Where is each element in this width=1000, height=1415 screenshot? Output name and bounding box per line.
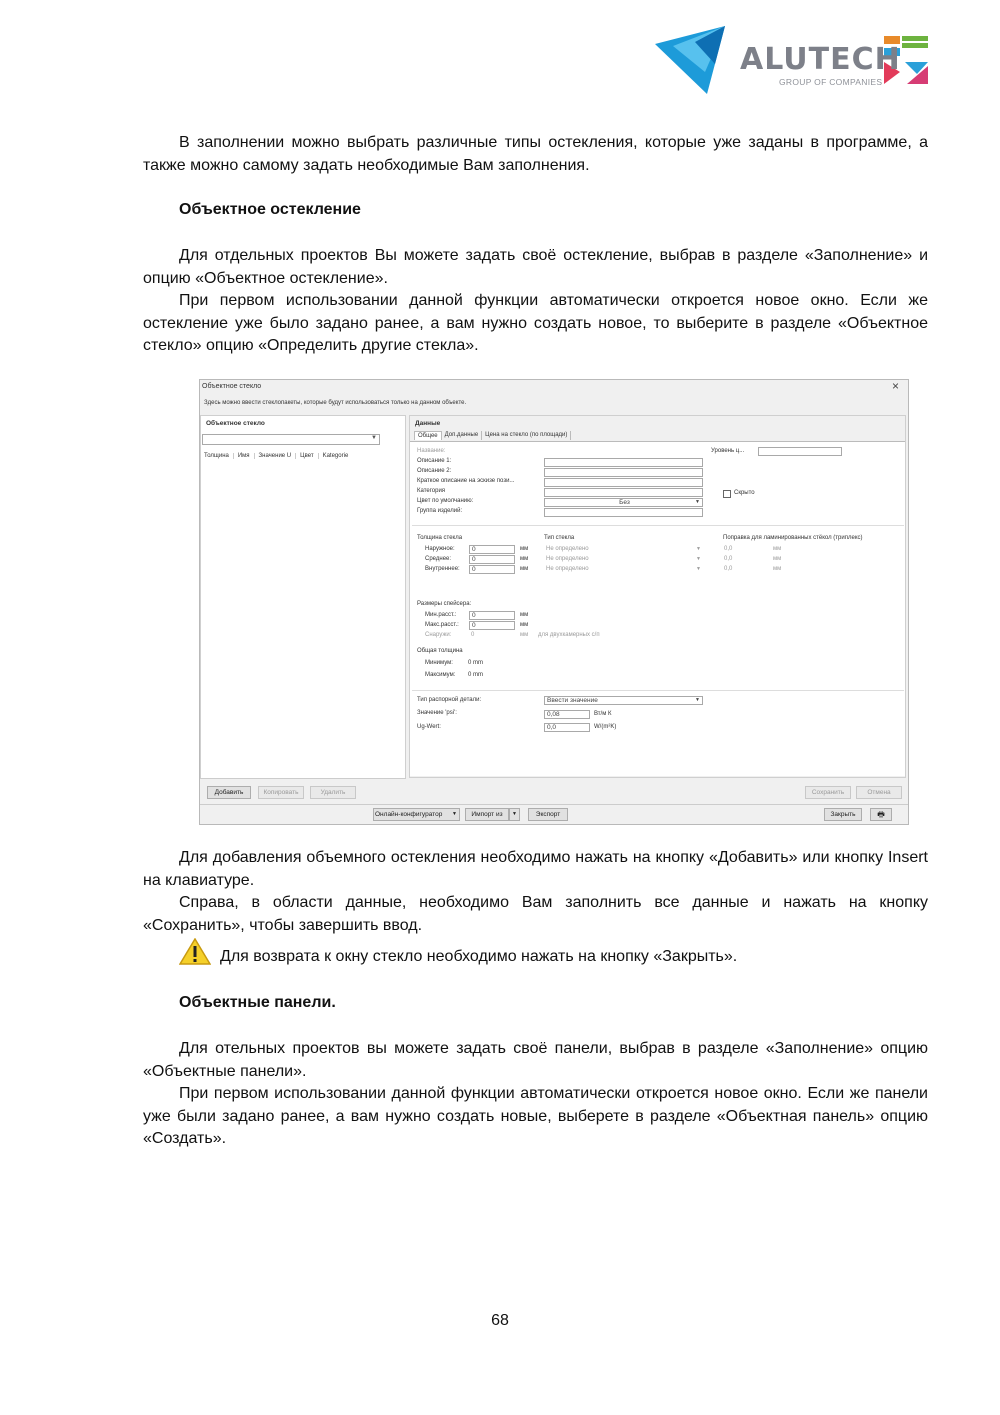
left-panel [200,415,406,803]
column-header[interactable]: Значение U [255,453,297,459]
outer-glass-type[interactable]: Не определено [546,546,589,552]
spacer-max-label: Макс.расст.: [425,622,459,628]
section1-paragraph-2: При первом использовании данной функции автоматически откроется новое окно. Если же остекление уже было задано ранее, а вам нужно создать новое, то выберите в разделе «Объектное стекло» опцию «Определить другие стекла». [143,292,928,355]
save-button[interactable]: Сохранить [805,786,851,799]
section2-paragraph-2: При первом использовании данной функции автоматически откроется новое окно. Если же панели уже были задано ранее, а вам нужно создать новые, выберете в разделе «Объектная панель» опцию «Создать». [143,1085,928,1148]
warning-text: Для возврата к окну стекло необходимо нажать на кнопку «Закрыть». [220,948,738,965]
copy-button[interactable]: Копировать [258,786,304,799]
chevron-down-icon: ▼ [371,435,377,441]
spacer-type-label: Тип распорной детали: [417,697,482,703]
psi-input[interactable]: 0,08 [544,710,590,719]
ug-unit: W/(m²K) [594,724,617,730]
unit-label: мм [520,556,529,562]
dialog-close-icon[interactable]: × [892,379,900,393]
unit-label: мм [520,622,529,628]
total-min-value: 0 mm [468,660,483,666]
chevron-down-icon: ▼ [696,566,701,572]
unit-label: мм [773,546,782,552]
name-label: Название: [417,448,446,454]
delete-button[interactable]: Удалить [310,786,356,799]
tab-general[interactable]: Общее [414,431,442,440]
product-group-label: Группа изделий: [417,508,463,514]
left-group-title: Объектное стекло [206,420,265,427]
spacer-note: для двухкамерных с/п [538,632,600,638]
spacer-max-input[interactable]: 0 [469,621,515,630]
default-color-label: Цвет по умолчанию: [417,498,474,504]
glass-table-header [204,453,352,459]
spacer-type-select[interactable] [544,696,703,705]
spacer-title: Размеры спейсера: [417,601,472,607]
add-button[interactable]: Добавить [207,786,251,799]
spacer-min-label: Мин.расст.: [425,612,457,618]
sketch-input[interactable] [544,478,703,487]
cancel-button[interactable]: Отмена [856,786,902,799]
spacer-type-value: Ввести значение [547,697,598,704]
unit-label: мм [520,632,529,638]
desc2-input[interactable] [544,468,703,477]
export-button[interactable]: Экспорт [528,808,568,821]
dialog-title: Объектное стекло [202,383,262,390]
inner-glass-type[interactable]: Не определено [546,566,589,572]
column-header[interactable]: Цвет [296,453,318,459]
print-icon[interactable]: 🖶 [870,808,892,821]
desc1-label: Описание 1: [417,458,452,464]
total-max-value: 0 mm [468,672,483,678]
after-paragraph-1: Для добавления объемного остекления необходимо нажать на кнопку «Добавить» или кнопку Insert на клавиатуре. [143,849,928,889]
section2-paragraph-1: Для отельных проектов вы можете задать своё панели, выбрав в разделе «Заполнение» опцию «Объектные панели». [143,1040,928,1080]
section-heading-glass: Объектное остекление [179,201,361,218]
logo-wordmark: ALUTECH [740,42,901,77]
import-dropdown-icon[interactable]: ▼ [509,808,520,821]
category-input[interactable] [544,488,703,497]
data-group-title: Данные [415,420,441,427]
section-heading-panels: Объектные панели. [179,994,336,1011]
psi-label: Значение 'psi': [417,710,457,716]
close-button[interactable]: Закрыть [824,808,862,821]
tab-extra-data[interactable]: Доп.данные [442,431,483,440]
online-configurator-label: Онлайн-конфигуратор [375,811,443,818]
spacer-min-input[interactable]: 0 [469,611,515,620]
page-number: 68 [491,1312,509,1329]
divider [412,525,904,526]
lamination-title: Поправка для ламинированных стёкол (триплекс) [723,535,863,541]
after-paragraph-2: Справа, в области данные, необходимо Вам заполнить все данные и нажать на кнопку «Сохранить», чтобы завершить ввод. [143,894,928,934]
inner-label: Внутреннее: [425,566,460,572]
ug-input[interactable]: 0,0 [544,723,590,732]
section1-paragraph-1: Для отдельных проектов Вы можете задать своё остекление, выбрав в разделе «Заполнение» и опцию «Объектное остекление». [143,247,928,287]
product-group-input[interactable] [544,508,703,517]
column-header[interactable]: Толщина [204,453,234,459]
desc1-input[interactable] [544,458,703,467]
warning-icon [179,938,211,971]
unit-label: мм [773,556,782,562]
thickness-title: Толщина стекла [417,535,463,541]
chevron-down-icon: ▼ [452,811,457,817]
total-min-label: Минимум: [425,660,453,666]
chevron-down-icon: ▼ [696,556,701,562]
tab-glass-price[interactable]: Цена на стекло (по площади) [482,431,571,440]
unit-label: мм [773,566,782,572]
level-label: Уровень ц... [711,448,745,454]
outer-thickness-input[interactable]: 0 [469,545,515,554]
unit-label: мм [520,612,529,618]
chevron-down-icon: ▼ [696,546,701,552]
level-input[interactable] [758,447,842,456]
dialog-description: Здесь можно ввести стеклопакеты, которые будут использоваться только на данном объекте. [204,400,467,406]
data-tabs [414,431,571,440]
chevron-down-icon: ▼ [695,697,700,703]
middle-thickness-input[interactable]: 0 [469,555,515,564]
inner-correction[interactable]: 0,0 [724,566,733,572]
unit-label: мм [520,566,529,572]
divider [412,690,904,691]
column-header[interactable]: Kategorie [322,453,349,459]
spacer-out-label: Снаружи: [425,632,452,638]
spacer-out-value[interactable]: 0 [471,632,475,638]
hidden-checkbox[interactable] [723,490,731,498]
outer-correction[interactable]: 0,0 [724,546,733,552]
object-glass-select[interactable] [202,434,380,445]
object-glass-dialog [199,379,909,825]
inner-thickness-input[interactable]: 0 [469,565,515,574]
psi-unit: Вт/м К [594,711,612,717]
default-color-select[interactable] [544,498,703,507]
unit-label: мм [520,546,529,552]
glass-type-title: Тип стекла [544,535,575,541]
ug-label: Ug-Wert: [417,724,441,730]
intro-paragraph: В заполнении можно выбрать различные типы остекления, которые уже заданы в программе, а также можно самому задать необходимые Вам заполнения. [143,134,928,174]
middle-correction[interactable]: 0,0 [724,556,733,562]
chevron-down-icon: ▼ [695,499,700,505]
hidden-label: Скрыто [734,490,755,496]
middle-label: Среднее: [425,556,452,562]
desc2-label: Описание 2: [417,468,452,474]
middle-glass-type[interactable]: Не определено [546,556,589,562]
total-thickness-title: Общая толщина [417,648,463,654]
default-color-value: Без [619,499,630,506]
column-header[interactable]: Имя [234,453,255,459]
logo-tagline: GROUP OF COMPANIES [779,77,883,87]
sketch-label: Краткое описание на эскизе пози... [417,478,515,484]
total-max-label: Максимум: [425,672,456,678]
category-label: Категория [417,488,446,494]
online-configurator-button[interactable] [373,808,460,821]
outer-label: Наружное: [425,546,455,552]
import-button[interactable]: Импорт из [465,808,509,821]
